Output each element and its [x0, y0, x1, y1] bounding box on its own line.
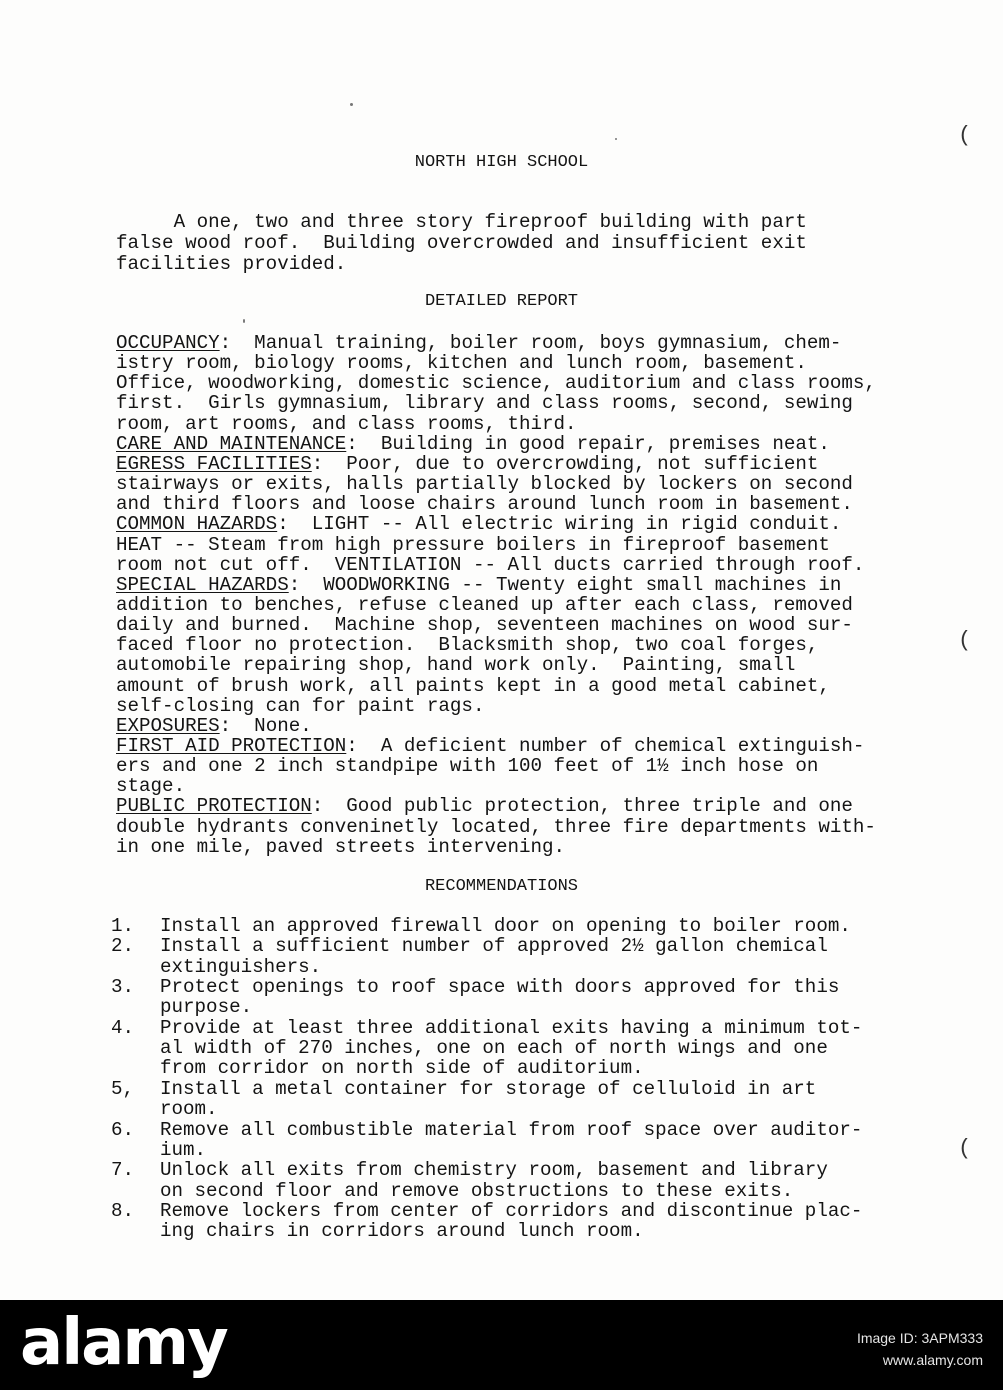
report-line: [116, 454, 818, 474]
section-label: PUBLIC PROTECTION: [116, 795, 312, 818]
section-text: room, art rooms, and class rooms, third.: [116, 412, 577, 435]
section-text: : Manual training, boiler room, boys gymnasium, chem-: [219, 332, 842, 354]
recommendation-text: al width of 270 inches, one on each of north wings and one: [160, 1037, 828, 1060]
section-text: addition to benches, refuse cleaned up after each class, removed: [116, 593, 853, 616]
section-text: double hydrants conveninetly located, three fire departments with-: [116, 815, 876, 838]
recommendation-text: room.: [160, 1098, 218, 1121]
recommendation-number: 4.: [111, 1016, 135, 1039]
report-line: [116, 494, 853, 514]
section-text: stairways or exits, halls partially blocked by lockers on second: [116, 473, 853, 496]
recommendation-number: 3.: [111, 976, 135, 999]
recommendation-text: Provide at least three additional exits having a minimum tot-: [160, 1016, 863, 1039]
section-text: amount of brush work, all paints kept in a good metal cabinet,: [116, 674, 830, 697]
section-text: : LIGHT -- All electric wiring in rigid conduit.: [277, 513, 842, 536]
recommendation-number: 2.: [111, 935, 135, 958]
section-text: and third floors and loose chairs around lunch room in basement.: [116, 493, 853, 516]
section-text: : Good public protection, three triple and one: [311, 795, 853, 818]
document-title: NORTH HIGH SCHOOL: [414, 153, 589, 172]
report-line: [116, 373, 876, 393]
report-line: [116, 676, 830, 696]
intro-line: facilities provided.: [116, 253, 347, 275]
section-label: CARE AND MAINTENANCE: [116, 432, 347, 455]
report-line: [116, 535, 830, 555]
report-line: [116, 393, 853, 413]
section-text: stage.: [116, 775, 186, 798]
report-line: [116, 333, 841, 353]
recommendation-text: from corridor on north side of auditorium.: [160, 1057, 644, 1080]
section-text: istry room, biology rooms, kitchen and lunch room, basement.: [116, 352, 807, 375]
section-text: automobile repairing shop, hand work only. Painting, small: [116, 654, 796, 677]
section-text: : None.: [219, 714, 312, 737]
intro-line: false wood roof. Building overcrowded and insufficient exit: [116, 232, 807, 254]
section-label: COMMON HAZARDS: [116, 513, 278, 536]
report-line: [116, 434, 830, 454]
section-text: daily and burned. Machine shop, seventeen machines on wood sur-: [116, 614, 853, 637]
recommendation-text: Install a metal container for storage of celluloid in art: [160, 1077, 817, 1100]
recommendation-text: extinguishers.: [160, 955, 322, 978]
report-line: [116, 595, 853, 615]
section-label: OCCUPANCY: [116, 332, 220, 354]
report-line: [116, 514, 841, 534]
section-text: : A deficient number of chemical extinguish-: [346, 735, 865, 757]
recommendation-text: Unlock all exits from chemistry room, basement and library: [160, 1159, 828, 1182]
report-line: [116, 796, 853, 816]
recommendation-text: on second floor and remove obstructions to these exits.: [160, 1179, 794, 1202]
section-text: room not cut off. VENTILATION -- All ducts carried through roof.: [116, 553, 865, 576]
recommendation-text: Remove all combustible material from roof space over auditor-: [160, 1118, 863, 1141]
report-line: [116, 655, 795, 675]
section-text: faced floor no protection. Blacksmith shop, two coal forges,: [116, 634, 819, 657]
report-line: [116, 736, 864, 756]
recommendation-text: ium.: [160, 1138, 207, 1161]
margin-mark: (: [958, 1136, 972, 1161]
detailed-report-heading: DETAILED REPORT: [424, 292, 579, 311]
recommendation-text: purpose.: [160, 996, 253, 1019]
paper-speck: [243, 319, 245, 323]
intro-line: A one, two and three story fireproof building with part: [116, 211, 807, 233]
image-id: Image ID: 3APM333: [856, 1330, 983, 1346]
stock-watermark-banner: [0, 1300, 1003, 1390]
section-label: EXPOSURES: [116, 714, 220, 737]
report-line: [116, 696, 484, 716]
alamy-logo: alamy: [20, 1306, 227, 1380]
section-text: : WOODWORKING -- Twenty eight small machines in: [288, 573, 842, 596]
recommendation-number: 8.: [111, 1199, 135, 1222]
section-text: first. Girls gymnasium, library and class rooms, second, sewing: [116, 392, 853, 415]
section-text: Office, woodworking, domestic science, auditorium and class rooms,: [116, 372, 876, 395]
recommendation-text: Install an approved firewall door on opening to boiler room.: [160, 915, 851, 937]
report-line: [116, 716, 312, 736]
section-label: EGRESS FACILITIES: [116, 452, 312, 475]
report-line: [116, 756, 818, 776]
report-line: [116, 555, 864, 575]
report-line: [116, 615, 853, 635]
report-line: [116, 837, 565, 857]
section-text: : Building in good repair, premises neat.: [346, 432, 830, 455]
report-line: [116, 575, 841, 595]
report-line: [116, 817, 876, 837]
recommendation-number: 6.: [111, 1118, 135, 1141]
report-line: [116, 776, 185, 796]
recommendation-number: 1.: [111, 915, 135, 937]
recommendation-number: 5,: [111, 1077, 135, 1100]
report-line: [116, 635, 818, 655]
section-text: HEAT -- Steam from high pressure boilers in fireproof basement: [116, 533, 830, 556]
recommendation-text: ing chairs in corridors around lunch room.: [160, 1220, 644, 1243]
recommendations-heading: RECOMMENDATIONS: [424, 877, 579, 896]
paper-speck: [615, 138, 617, 140]
section-text: : Poor, due to overcrowding, not sufficient: [311, 452, 819, 475]
site-url: www.alamy.com: [882, 1352, 983, 1368]
section-text: ers and one 2 inch standpipe with 100 feet of 1½ inch hose on: [116, 755, 819, 778]
margin-mark: (: [958, 628, 972, 653]
recommendation-text: Remove lockers from center of corridors and discontinue plac-: [160, 1199, 863, 1222]
recommendation-text: Install a sufficient number of approved 2½ gallon chemical: [160, 935, 828, 958]
paper-speck: [350, 103, 353, 106]
section-text: self-closing can for paint rags.: [116, 694, 485, 717]
recommendation-number: 7.: [111, 1159, 135, 1182]
recommendation-text: Protect openings to roof space with doors approved for this: [160, 976, 840, 999]
report-line: [116, 414, 577, 434]
margin-mark: (: [958, 123, 972, 148]
report-line: [116, 474, 853, 494]
section-label: FIRST AID PROTECTION: [116, 735, 347, 757]
section-label: SPECIAL HAZARDS: [116, 573, 289, 596]
report-line: [116, 353, 807, 373]
section-text: in one mile, paved streets intervening.: [116, 835, 566, 858]
